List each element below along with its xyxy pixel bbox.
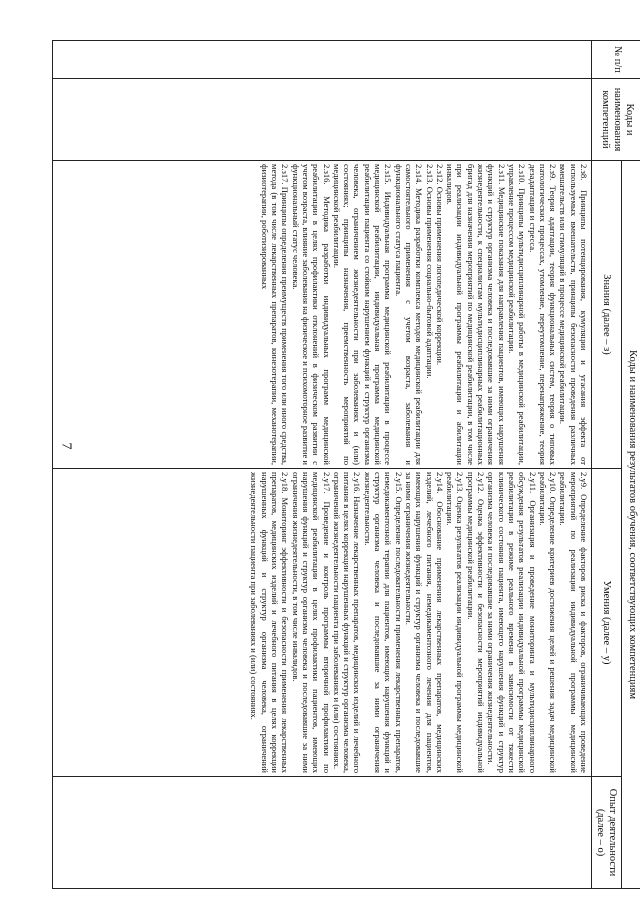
skill-item: 2.у13. Оценка результатов реализации индивидуальной программы медицинской реабилитации. — [445, 472, 466, 773]
header-results: Коды и наименования результатов обучения, соответствующих компетенциям — [622, 161, 640, 889]
skill-item: 2.у14. Обоснование применения лекарственных препаратов, медицинских изделий, лечебного питания, немедикаментозного лечения для пациентов, имеющих нарушения функций и структур организма человека и последовавшие за ними ограничения жизнедеятельности. — [403, 472, 445, 773]
rotated-table-wrapper — [52, 40, 640, 888]
knowledge-item: 2.з17. Принципы определения преимуществ применения того или иного средства, метода (в том числе лекарственных препаратов, кинезотерапии, механотерапии, физиотерапии, роботизированных — [259, 164, 291, 465]
page-number: 7 — [58, 442, 74, 450]
knowledge-item: 2.з14. Методика разработки комплекса методов медицинской реабилитации для самостоятельного применения с учетом возраста, заболевания и функционального статуса пациента. — [393, 164, 425, 465]
header-codes: Коды и наименования компетенций — [592, 79, 640, 161]
skill-item: 2.у9. Определение факторов риска и факторов, ограничивающих проведение мероприятий по реализации индивидуальной программы медицинской реабилитации. — [558, 472, 589, 773]
cell-experience — [53, 777, 592, 889]
knowledge-item: 2.з16. Методика разработки индивидуальных программ медицинской реабилитации в целях профилактики отклонений в физическом развитии с учетом возраста, влияние заболевания на физическое и психомоторное развитие и функциональный статус человека. — [290, 164, 332, 466]
competency-table — [52, 40, 640, 889]
cell-skills — [53, 469, 592, 777]
knowledge-item: 2.з13. Основы применения социально-бытовой адаптации. — [424, 164, 435, 379]
skill-item: 2.у15. Определение последовательности применения лекарственных препаратов, немедикаментозной терапии для пациентов, имеющих нарушения функций и структур организма человека и последовавшие за ними ограничения жизнедеятельности. — [362, 472, 404, 773]
header-experience: Опыт деятельности (далее – о) — [592, 777, 622, 889]
knowledge-item: 2.з8. Принципы потенцирования, кумуляции и угасания эффекта от используемых вмешательств, принципы безопасности проведения различных вмешательств или стимуляций в процессе медицинской реабилитации. — [558, 164, 589, 465]
skill-item: 2.у10. Определение критериев достижения целей и решения задач медицинской реабилитации. — [537, 472, 559, 773]
knowledge-item: 2.з10. Принципы мультидисциплинарной работы в медицинской реабилитации, управление процессом медицинской реабилитации. — [506, 164, 528, 465]
skill-item: 2.у12. Оценка эффективности и безопасности мероприятий индивидуальной программы медицинской реабилитации. — [465, 472, 487, 773]
cell-codes — [53, 79, 592, 161]
skill-item: 2.у16. Назначение лекарственных препаратов, медицинских изделий и лечебного питания в целях коррекции нарушенных функций и структур организма человека, ограничений жизнедеятельности пациента при заболеваниях и (или) состояниях. — [331, 472, 363, 773]
knowledge-item: 2.з15. Индивидуальная программа медицинской реабилитации в процессе медицинской реабилитации, индивидуальная программа медицинской реабилитации пациента со стойким нарушением функций и структур организма человека, ограничением жизнедеятельности при заболеваниях и (или) состояниях; принципы назначения, преемственность мероприятий по медицинской реабилитации. — [331, 164, 394, 465]
skill-item: 2.у18. Мониторинг эффективности и безопасности применения лекарственных препаратов, медицинских изделий и лечебного питания в целях коррекции нарушенных функций и структур организма человека, ограничений жизнедеятельности пациента при заболеваниях и (или) состояниях. — [249, 472, 291, 773]
skill-item: 2.у11. Организация и проведение мониторинга и мультидисциплинарного обсуждения результатов реализации индивидуальной программы медицинской реабилитации в режиме реального времени в зависимости от тяжести клинического состояния пациента, имеющего нарушения функций и структур организма человека и последовавшие за ними ограничения жизнедеятельности. — [486, 472, 538, 773]
header-knowledge: Знания (далее – з) — [592, 161, 622, 469]
cell-num — [53, 41, 592, 79]
knowledge-item: 2.з11. Медицинские показания для направления пациентов, имеющих нарушения функций и структур организма человека и последовавшие за ними ограничения жизнедеятельности, к специалистам мультидисциплинарных реабилитационных бригад для назначения мероприятий по медицинской реабилитации, в том числе при реализации индивидуальной программы реабилитации и абилитации инвалидов. — [445, 164, 507, 465]
cell-knowledge — [53, 161, 592, 469]
knowledge-item: 2.з9. Теория адаптации, теория функциональных систем, теория о типовых патологических процессах, утомление, переутомление, перенапряжение, теория дезадаптации и стресса. — [527, 164, 559, 465]
knowledge-item: 2.з12. Основы применения логопедической коррекции. — [434, 164, 445, 366]
header-num: № п/п — [592, 41, 640, 79]
skill-item: 2.у17. Проведение и контроль программы вторичной профилактики по медицинской реабилитации в целях профилактики пациентов, имеющих нарушения функций и структур организма человека и последовавшие за ними ограничения жизнедеятельности, в том числе инвалидов. — [290, 472, 332, 773]
header-skills: Умения (далее – у) — [592, 469, 622, 777]
